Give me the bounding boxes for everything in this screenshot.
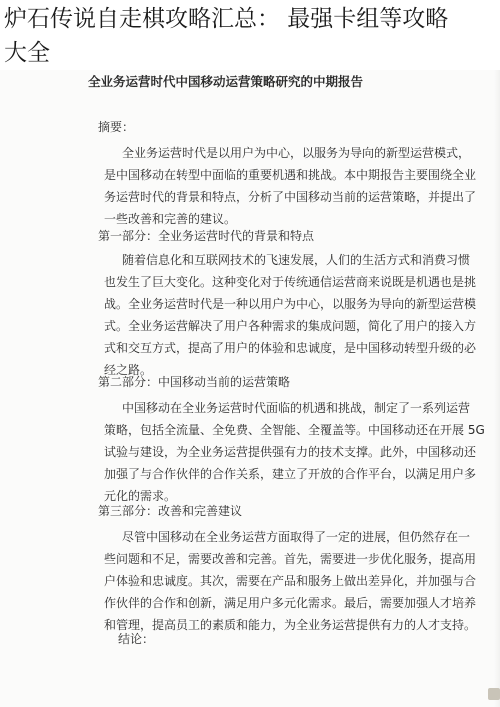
section-label-part-2: 第二部分：中国移动当前的运营策略 (98, 375, 291, 389)
section-label-abstract: 摘要： (98, 120, 135, 134)
section-body-part-2: 中国移动在全业务运营时代面临的机遇和挑战，制定了一系列运营 策略，包括全流量、全免费、全智能、全覆盖等。中国移动还在开展 5G 试验与建设，为全业务运营提供强有力的技术支撑。此外，中国移动还 加强了与合作伙伴的合作关系，建立了开放的合作平台，以满足用户多 元化的需求。 (104, 401, 485, 503)
watermark-logo-icon (488, 688, 500, 700)
document-title: 全业务运营时代中国移动运营策略研究的中期报告 (88, 74, 364, 89)
watermark (404, 684, 500, 704)
section-label-conclusion: 结论： (118, 632, 155, 646)
page-edge-shadow (494, 70, 500, 707)
article-headline (4, 2, 498, 70)
headline-line-2: 大全 (4, 40, 50, 66)
section-label-part-1: 第一部分：全业务运营时代的背景和特点 (98, 229, 315, 243)
section-label-part-3: 第三部分：改善和完善建议 (98, 504, 243, 518)
headline-line-1: 炉石传说自走棋攻略汇总： 最强卡组等攻略 (4, 6, 449, 32)
section-body-abstract: 全业务运营时代是以用户为中心，以服务为导向的新型运营模式， 是中国移动在转型中面临的重要机遇和挑战。本中期报告主要围绕全业 务运营时代的背景和特点，分析了中国移动当前的运营策略，并提出了 一些改善和完善的建议。 (104, 146, 477, 226)
section-body-part-1: 随着信息化和互联网技术的飞速发展，人们的生活方式和消费习惯 也发生了巨大变化。这种变化对于传统通信运营商来说既是机遇也是挑 战。全业务运营时代是一种以用户为中心，以服务为导向的新型运营模 式。全业务运营解决了用户各种需求的集成问题，简化了用户的接入方 式和交互方式，提高了用户的体验和忠诚度，是中国移动转型升级的必 经之路。 (104, 253, 477, 377)
section-body-part-3: 尽管中国移动在全业务运营方面取得了一定的进展，但仍然存在一 些问题和不足，需要改善和完善。首先，需要进一步优化服务，提高用 户体验和忠诚度。其次，需要在产品和服务上做出差异化，并加强与合 作伙伴的合作和创新，满足用户多元化需求。最后，需要加强人才培养 和管理，提高员工的素质和能力，为全业务运营提供有力的人才支持。 (104, 530, 477, 632)
